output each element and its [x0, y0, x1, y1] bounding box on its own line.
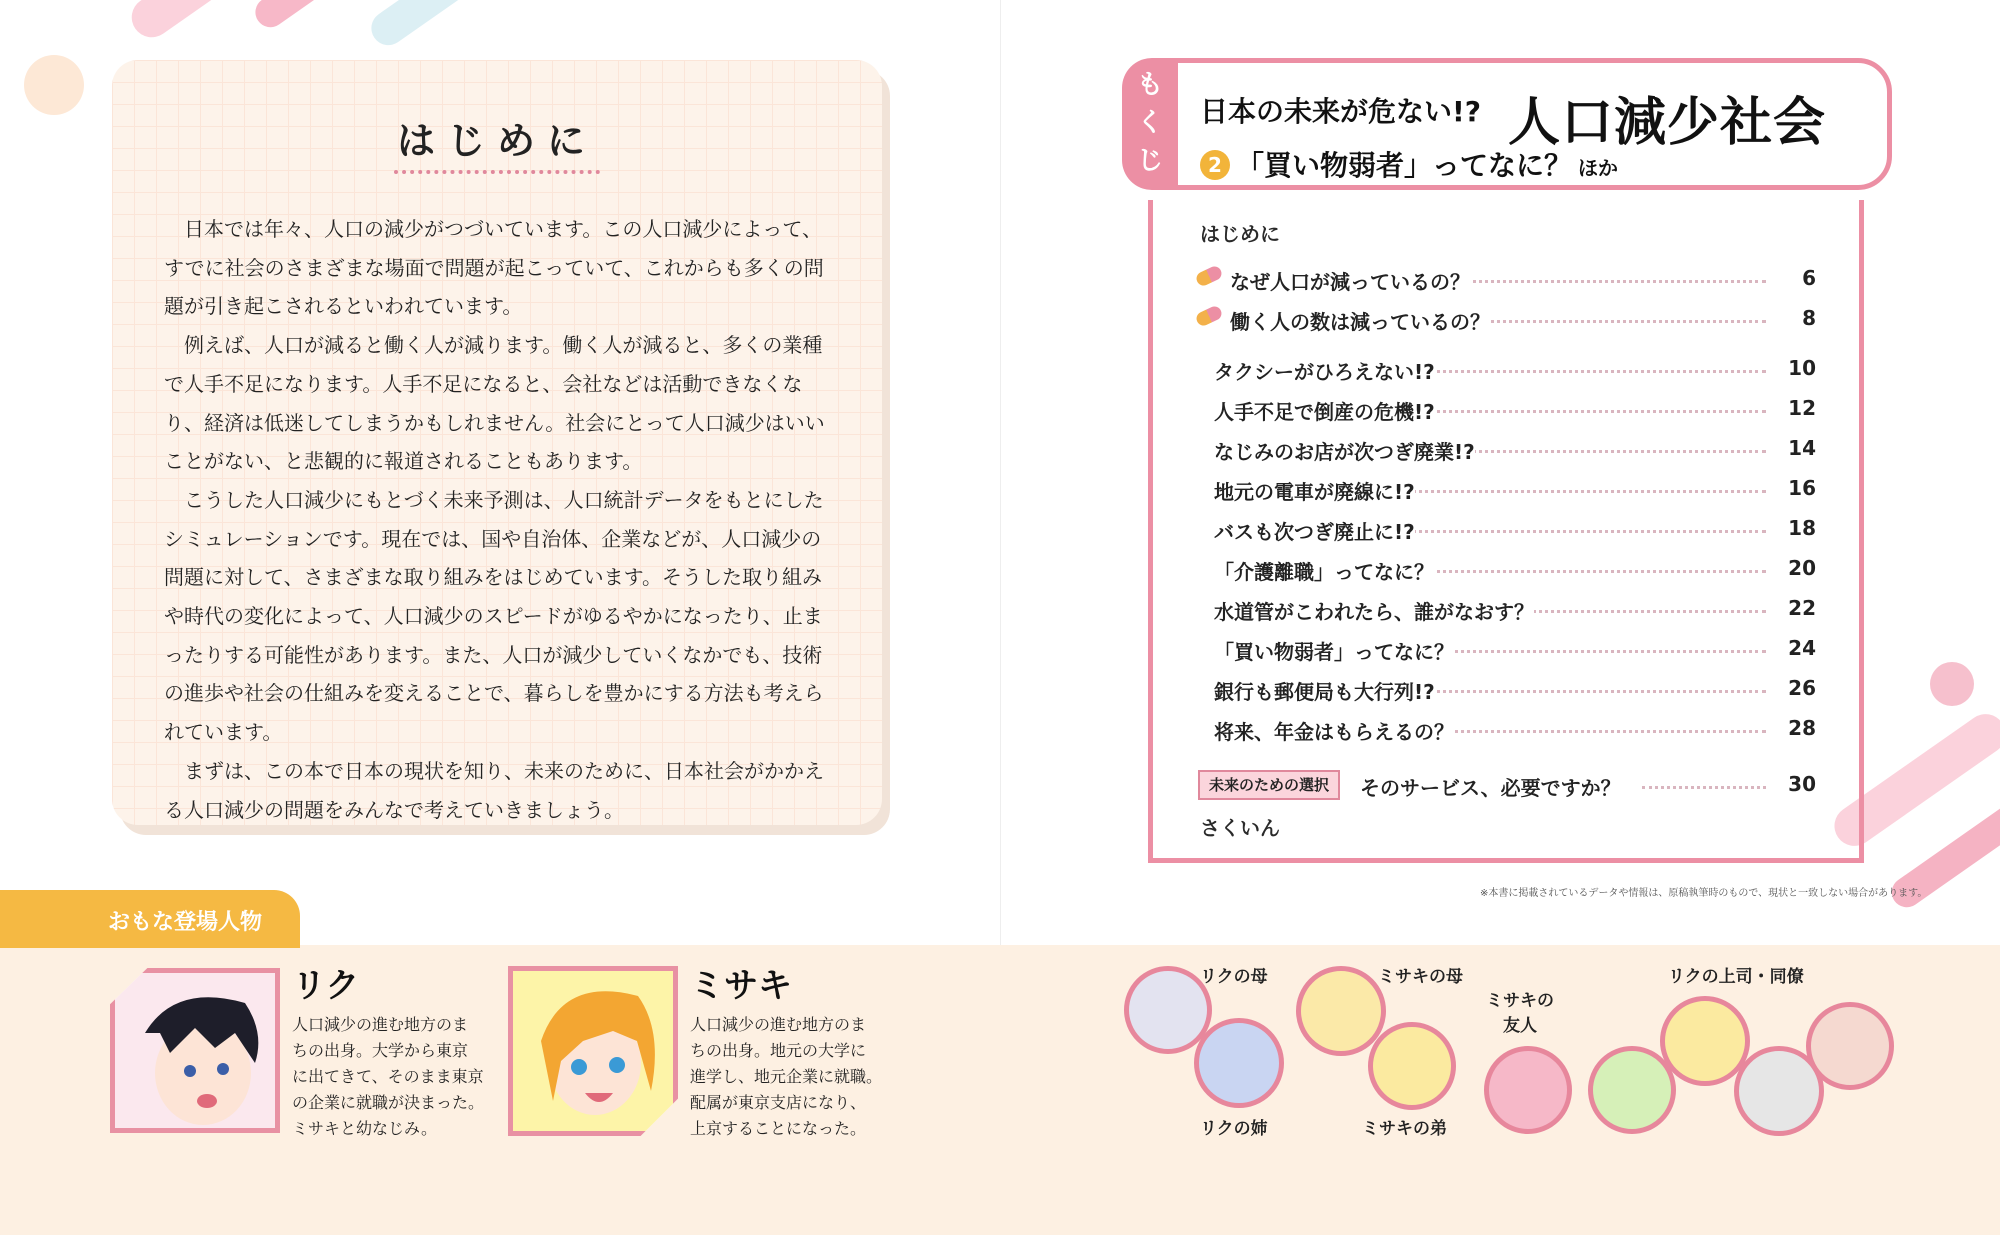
boss-avatar: [1806, 1002, 1894, 1090]
toc-row[interactable]: [1196, 436, 1816, 466]
toc-row[interactable]: [1196, 266, 1816, 296]
colleague-avatar: [1588, 1046, 1676, 1134]
future-choice-tag: 未来のための選択: [1198, 770, 1340, 800]
toc-page-number: 28: [1788, 716, 1816, 740]
pencil-icon: [1194, 304, 1223, 328]
toc-item-label: 地元の電車が廃線に!?: [1214, 476, 1415, 505]
toc-list: [1196, 266, 1816, 786]
toc-item-label: 「介護離職」ってなに？: [1214, 556, 1434, 585]
pencil-icon: [1194, 264, 1223, 288]
misaki-illustration: [513, 971, 673, 1131]
toc-row[interactable]: [1196, 676, 1816, 706]
toc-item-label: 人手不足で倒産の危機!?: [1214, 396, 1435, 425]
toc-row[interactable]: [1196, 636, 1816, 666]
decor-stripe: [365, 0, 516, 52]
riku-name: リク: [292, 966, 360, 1006]
riku-boss-colleague-caption: リクの上司・同僚: [1668, 967, 1804, 987]
toc-row[interactable]: [1196, 516, 1816, 546]
riku-description: 人口減少の進む地方のま ちの出身。大学から東京 に出てきて、そのまま東京 の企業に就職が決まった。 ミサキと幼なじみ。: [292, 1015, 485, 1138]
intro-card: [112, 60, 882, 825]
toc-tab-label: も く じ: [1136, 70, 1163, 176]
toc-row[interactable]: [1196, 476, 1816, 506]
volume-title: [1200, 144, 1618, 184]
misaki-brother-avatar: [1368, 1022, 1456, 1110]
toc-row[interactable]: [1196, 396, 1816, 426]
toc-page-number: 18: [1788, 516, 1816, 540]
toc-page-number: 20: [1788, 556, 1816, 580]
misaki-friend-avatar: [1484, 1046, 1572, 1134]
misaki-friend-caption: ミサキの 友人: [1486, 991, 1554, 1036]
toc-item-label: そのサービス、必要ですか？: [1360, 772, 1621, 801]
misaki-name: ミサキ: [690, 966, 792, 1006]
misaki-portrait: [508, 966, 678, 1136]
toc-footnote: ※本書に掲載されているデータや情報は、原稿執筆時のもので、現状と一致しない場合があります。: [1480, 888, 1928, 899]
misaki-mother-caption: ミサキの母: [1378, 967, 1463, 987]
toc-page-number: 12: [1788, 396, 1816, 420]
toc-item-label: なぜ人口が減っているの？: [1230, 266, 1470, 295]
toc-page-number: 26: [1788, 676, 1816, 700]
misaki-description: 人口減少の進む地方のま ちの出身。地元の大学に 進学し、地元企業に就職。 配属が東京支店になり、 上京することになった。: [690, 1015, 883, 1138]
intro-title-underline: [394, 170, 600, 174]
toc-item-label: バスも次つぎ廃止に!?: [1214, 516, 1415, 545]
volume-title-other: ほか: [1578, 156, 1619, 180]
toc-item-label: なじみのお店が次つぎ廃業!?: [1214, 436, 1475, 465]
toc-item-label: 銀行も郵便局も大行列!?: [1214, 676, 1435, 705]
toc-page-number: 14: [1788, 436, 1816, 460]
riku-illustration: [115, 973, 275, 1128]
toc-page-number: 16: [1788, 476, 1816, 500]
toc-row[interactable]: [1196, 306, 1816, 336]
riku-sister-avatar: [1194, 1018, 1284, 1108]
intro-title: はじめに: [396, 119, 597, 163]
toc-item-label: 働く人の数は減っているの？: [1230, 306, 1490, 335]
toc-item-label: 将来、年金はもらえるの？: [1214, 716, 1454, 745]
intro-body: [164, 210, 832, 829]
toc-page-number: 24: [1788, 636, 1816, 660]
riku-portrait: [110, 968, 280, 1133]
decor-stripe: [250, 0, 341, 33]
intro-paragraph: 日本では年々、人口の減少がつづいています。この人口減少によって、すでに社会のさまざまな場面で問題が起こっていて、これからも多くの問題が引き起こされるといわれています。: [164, 217, 824, 319]
intro-paragraph: こうした人口減少にもとづく未来予測は、人口統計データをもとにしたシミュレーションです。現在では、国や自治体、企業などが、人口減少の問題に対して、さまざまな取り組みをはじめています。そうした取り組みや時代の変化によって、人口減少のスピードがゆるやかになったり、止まったりする可能性があります。また、人口が減少していくなかでも、技術の進歩や社会の仕組みを変えることで、暮らしを豊かにする方法も考えられています。: [164, 487, 824, 745]
colleague-avatar: [1660, 996, 1750, 1086]
toc-row[interactable]: [1196, 596, 1816, 626]
toc-item-label: 水道管がこわれたら、誰がなおす？: [1214, 596, 1534, 625]
toc-row-future[interactable]: [1360, 772, 1816, 802]
toc-page-number: 6: [1802, 266, 1816, 290]
toc-row[interactable]: [1196, 556, 1816, 586]
toc-index-label[interactable]: さくいん: [1200, 816, 1280, 840]
toc-page-number: 8: [1802, 306, 1816, 330]
toc-intro-label[interactable]: はじめに: [1200, 222, 1280, 246]
toc-page-number: 10: [1788, 356, 1816, 380]
decor-circle: [1930, 662, 1974, 706]
misaki-brother-caption: ミサキの弟: [1362, 1119, 1447, 1139]
volume-title-text: 「買い物弱者」ってなに？: [1236, 149, 1573, 182]
intro-paragraph: まずは、この本で日本の現状を知り、未来のために、日本社会がかかえる人口減少の問題をみんなで考えていきましょう。: [164, 758, 824, 822]
intro-paragraph: 例えば、人口が減ると働く人が減ります。働く人が減ると、多くの業種で人手不足になります。人手不足になると、会社などは活動できなくなり、経済は低迷してしまうかもしれません。社会にとって人口減少はいいことがない、と悲観的に報道されることもあります。: [164, 333, 825, 474]
characters-heading: おもな登場人物: [108, 910, 263, 935]
toc-row[interactable]: [1196, 356, 1816, 386]
series-title: 人口減少社会: [1508, 93, 1827, 153]
misaki-mother-avatar: [1296, 966, 1386, 1056]
toc-leader-dots: [1642, 786, 1766, 789]
volume-number-badge: 2: [1200, 150, 1230, 180]
toc-row[interactable]: [1196, 716, 1816, 746]
toc-page-number: 30: [1788, 772, 1816, 796]
decor-circle: [24, 55, 84, 115]
toc-item-label: タクシーがひろえない!?: [1214, 356, 1435, 385]
toc-page-number: 22: [1788, 596, 1816, 620]
riku-mother-caption: リクの母: [1200, 967, 1268, 987]
series-subtitle: 日本の未来が危ない!?: [1200, 95, 1482, 128]
riku-sister-caption: リクの姉: [1200, 1119, 1268, 1139]
toc-item-label: 「買い物弱者」ってなに？: [1214, 636, 1454, 665]
